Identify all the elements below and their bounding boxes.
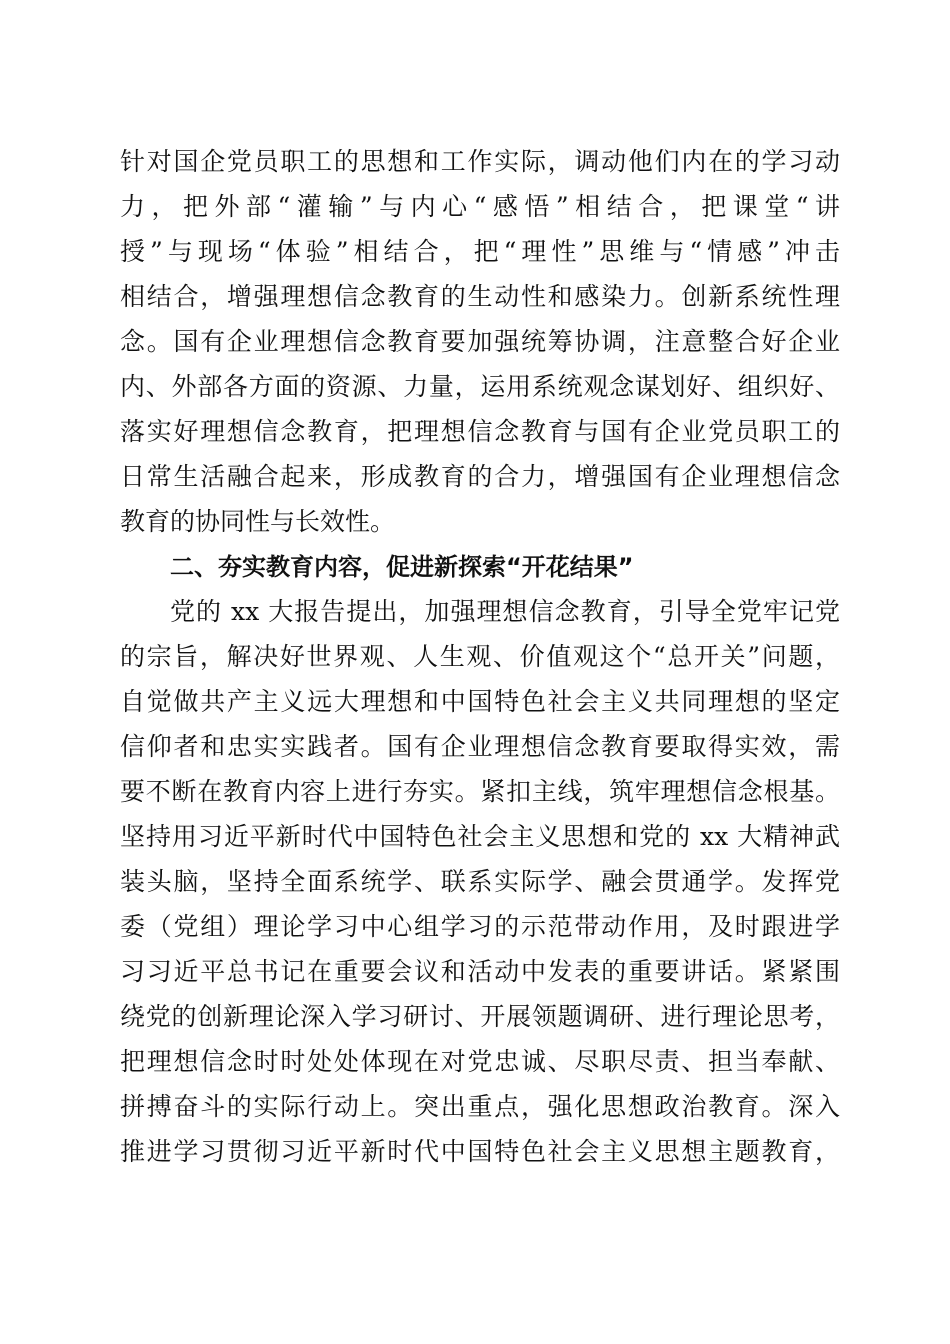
paragraph-line: 的宗旨，解决好世界观、人生观、价值观这个“总开关”问题， bbox=[120, 642, 840, 671]
paragraph-line: 授”与现场“体验”相结合，把“理性”思维与“情感”冲击 bbox=[120, 237, 840, 266]
paragraph-line: 自觉做共产主义远大理想和中国特色社会主义共同理想的坚定 bbox=[120, 687, 840, 716]
paragraph-line: 相结合，增强理想信念教育的生动性和感染力。创新系统性理 bbox=[120, 282, 840, 311]
paragraph-line: 内、外部各方面的资源、力量，运用系统观念谋划好、组织好、 bbox=[120, 372, 840, 401]
paragraph-line: 针对国企党员职工的思想和工作实际，调动他们内在的学习动 bbox=[120, 147, 840, 176]
paragraph-line: 推进学习贯彻习近平新时代中国特色社会主义思想主题教育， bbox=[120, 1137, 840, 1166]
paragraph-line: 装头脑，坚持全面系统学、联系实际学、融会贯通学。发挥党 bbox=[120, 867, 840, 896]
paragraph-line: 坚持用习近平新时代中国特色社会主义思想和党的 xx 大精神武 bbox=[120, 822, 840, 851]
paragraph-line: 要不断在教育内容上进行夯实。紧扣主线，筑牢理想信念根基。 bbox=[120, 777, 840, 806]
paragraph-line: 习习近平总书记在重要会议和活动中发表的重要讲话。紧紧围 bbox=[120, 957, 840, 986]
paragraph-line: 党的 xx 大报告提出，加强理想信念教育，引导全党牢记党 bbox=[170, 597, 840, 626]
paragraph-line: 信仰者和忠实实践者。国有企业理想信念教育要取得实效，需 bbox=[120, 732, 840, 761]
paragraph-line: 念。国有企业理想信念教育要加强统筹协调，注意整合好企业 bbox=[120, 327, 840, 356]
paragraph-line: 落实好理想信念教育，把理想信念教育与国有企业党员职工的 bbox=[120, 417, 840, 446]
paragraph-line: 委（党组）理论学习中心组学习的示范带动作用，及时跟进学 bbox=[120, 912, 840, 941]
section-heading: 二、夯实教育内容，促进新探索“开花结果” bbox=[170, 553, 634, 581]
paragraph-line: 教育的协同性与长效性。 bbox=[120, 507, 396, 536]
paragraph-line: 力，把外部“灌输”与内心“感悟”相结合，把课堂“讲 bbox=[120, 192, 840, 221]
paragraph-line: 拼搏奋斗的实际行动上。突出重点，强化思想政治教育。深入 bbox=[120, 1092, 840, 1121]
paragraph-line: 把理想信念时时处处体现在对党忠诚、尽职尽责、担当奉献、 bbox=[120, 1047, 840, 1076]
paragraph-line: 绕党的创新理论深入学习研讨、开展领题调研、进行理论思考， bbox=[120, 1002, 840, 1031]
paragraph-line: 日常生活融合起来，形成教育的合力，增强国有企业理想信念 bbox=[120, 462, 840, 491]
